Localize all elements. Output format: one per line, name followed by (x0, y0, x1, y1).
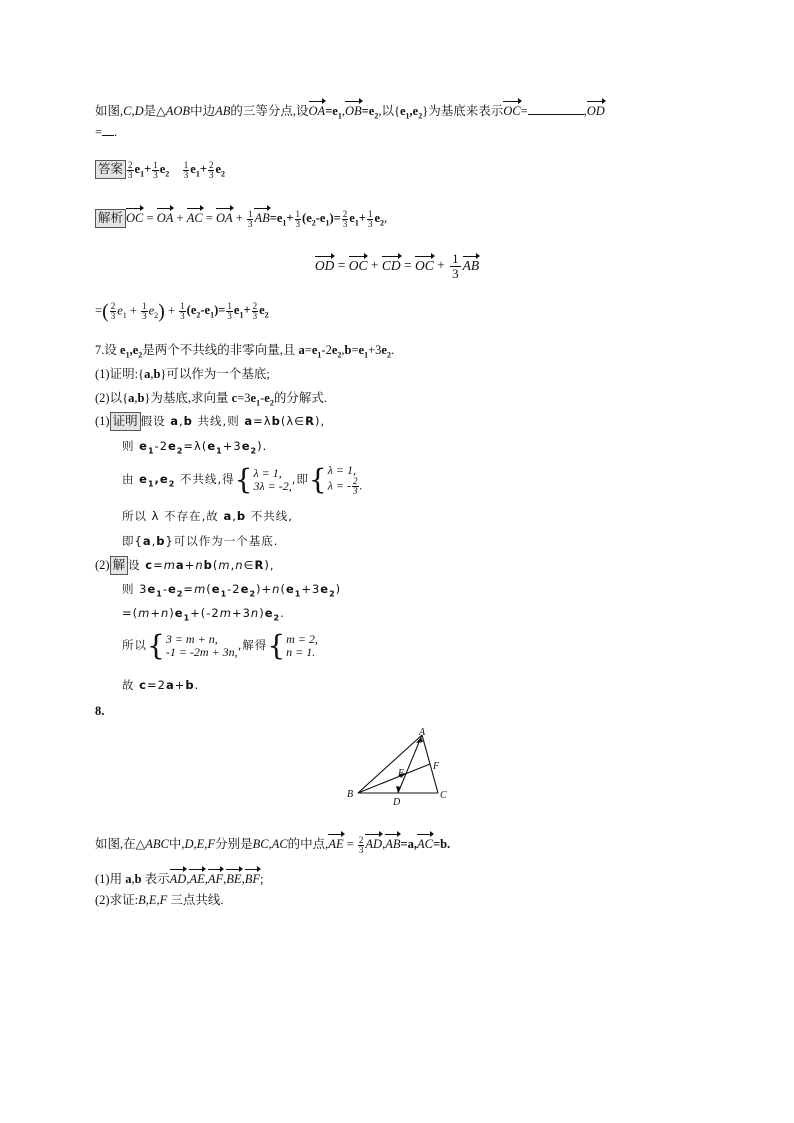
solution-label: 解 (110, 556, 129, 575)
label-e: E (398, 768, 405, 779)
vector-od: OD (587, 100, 605, 119)
solution-line-5: 故 c=2a+b. (122, 678, 200, 692)
solution-line-1: (2) 解 设 c=ma+nb(m,n∈R), (95, 556, 275, 575)
problem-6-line-2: = . (95, 125, 118, 139)
analysis-line-3: =( $\frac{2}{3}$ $e_1$ + $\frac{1}{3}$ $e_2$) + $\frac{1}{3}$ $(e_2-e_1)=$ $\frac{1}{3}$ $e_1+$ $\frac{2}{3}$ $e_2$ (95, 300, 269, 323)
proof-label: 证明 (110, 412, 141, 431)
proof-line-5: 即{a,b}可以作为一个基底. (122, 534, 279, 548)
median-ad (398, 735, 422, 793)
problem-8-q1: (1)用 a,b 表示AD,AE,AF,BE,BF; (95, 868, 263, 887)
label-f: F (433, 761, 440, 772)
vector-ob: OB (345, 100, 362, 119)
solution-line-4: 所以 { 3 = m + n, -1 = -2m + 3n, ,解得 { m = 2, n = 1. (122, 629, 318, 663)
answer-line: 答案 $\frac{2}{3}$ $e_1+$ $\frac{1}{3}$ $e_2$ $\frac{1}{3}$ $e_1+$ $\frac{2}{3}$ $e_2$ (95, 160, 225, 183)
label-a: A (419, 727, 426, 738)
label-c: C (440, 790, 447, 801)
fraction: $\frac{2}{3}$ (128, 159, 133, 180)
answer-label: 答案 (95, 160, 126, 179)
problem-8-stem: 如图,在△ABC中,D,E,F分别是BC,AC的中点,AE = $\frac{2}{3}$ AD,AB=a,AC=b. (95, 834, 451, 855)
proof-line-4: 所以 λ 不存在,故 a,b 不共线, (122, 509, 293, 523)
triangle-figure (338, 725, 458, 810)
analysis-label: 解析 (95, 209, 126, 228)
answer-blank-1[interactable] (528, 103, 584, 115)
proof-line-3: 由 $e_1,e_2$ 不共线,得 { λ = 1, 3λ = -2, ,即 { λ = 1, λ = - $\frac{2}{3}$ . (122, 463, 363, 497)
problem-8-q2: (2)求证:B,E,F 三点共线. (95, 893, 224, 907)
problem-8-number: 8. (95, 704, 105, 718)
analysis-line-1: 解析 OC = OA + AC = OA + $\frac{1}{3}$ $AB=e_1+$ $\frac{1}{3}$ $(e_2-e_1)=$ $\frac{2}{3}$ $e_1+$ $\frac{1}{3}$ $e_2$, (95, 207, 387, 232)
proof-line-2: 则 $e_1-2e_2=\lambda(e_1+3e_2)$. (122, 439, 268, 456)
proof-line-1: (1) 证明 假设 a,b 共线,则 a=λb(λ∈R), (95, 412, 325, 431)
label-d: D (393, 797, 401, 808)
vector-oc: OC (503, 100, 520, 119)
solution-line-3: $=(m+n)e_1+(-2m+3n)e_2$. (122, 606, 285, 623)
problem-7-q1: (1)证明:{a,b}可以作为一个基底; (95, 367, 270, 381)
arrow-ad (396, 786, 401, 793)
line-bf (358, 764, 430, 793)
edge-ba (358, 735, 422, 793)
answer-blank-2[interactable] (102, 124, 114, 136)
analysis-line-2: OD = OC + CD = OC + $\frac{1}{3}$ AB (314, 251, 480, 281)
label-b: B (347, 789, 354, 800)
problem-7-q2: (2)以{a,b}为基底,求向量 $c=3e_1-e_2$的分解式. (95, 391, 327, 408)
problem-6-line-1: 如图,C,D是△AOB中边AB的三等分点,设$OA=e_1,OB=e_2$,以$\{e_1,e_2\}$为基底来表示OC= ,OD (95, 100, 605, 125)
solution-line-2: 则 $3e_1-e_2=m(e_1-2e_2)+n(e_1+3e_2)$ (122, 582, 342, 599)
problem-7-stem: 7.设 $e_1,e_2$是两个不共线的非零向量,且 $a=e_1-2e_2,b=e_1+3e_2$. (95, 343, 395, 360)
vector-oa: OA (309, 100, 326, 119)
